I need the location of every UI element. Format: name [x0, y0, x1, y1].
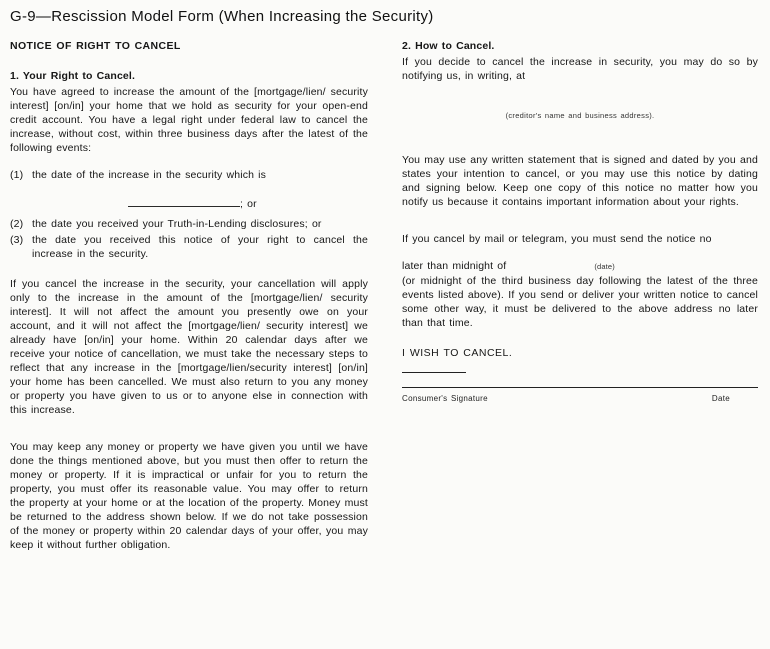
section-2-paragraph-3: If you cancel by mail or telegram, you must send the notice no — [402, 233, 712, 245]
date-label: Date — [711, 394, 730, 403]
section-1-paragraph-1: You have agreed to increase the amount of the [mortgage/lien/ security interest] [on/in] your home that we hold as security for your open-end credit account. You have a legal right under federal law to cancel the increase, without cost, within three business days after the latest of the following events: — [10, 86, 368, 154]
creditor-name-address-caption: (creditor's name and business address). — [505, 111, 655, 120]
section-1-title: 1. Your Right to Cancel. — [10, 70, 136, 82]
page-title: G-9—Rescission Model Form (When Increasing the Security) — [10, 8, 434, 25]
list-item-3-text: the date you received this notice of your right to cancel the increase in the security. — [32, 234, 368, 260]
list-item-2-number: (2) — [10, 218, 24, 230]
cancel-short-rule — [402, 372, 466, 373]
list-item-3-number: (3) — [10, 234, 24, 246]
consumer-signature-label: Consumer's Signature — [402, 394, 488, 403]
list-item-1-text: the date of the increase in the security which is — [32, 169, 267, 181]
two-column-layout — [10, 39, 760, 565]
section-2-title: 2. How to Cancel. — [402, 40, 495, 52]
section-1-paragraph-2: If you cancel the increase in the security, your cancellation will apply only to the increase in the amount of the [mortgage/lien/ security interest]. It will not affect the amount you presently owe on your account, and it will not affect the [mortgage/lien/ security interest] we already have [on/in] your home. Within 20 calendar days after we receive your notice of cancellation, we must take the necessary steps to reflect that any increase in the [mortgage/lien/security interest] [on/in] your home has been cancelled. We must also return to you any money or property you have given to us or to anyone else in connection with this increase. — [10, 278, 368, 416]
list-item-2-text: the date you received your Truth-in-Lending disclosures; or — [32, 218, 322, 230]
increase-date-blank-row — [128, 196, 368, 211]
midnight-date-row — [402, 259, 758, 274]
date-caption: (date) — [594, 262, 615, 271]
list-item-1 — [10, 168, 368, 182]
left-column — [10, 39, 368, 565]
right-column — [402, 39, 758, 565]
notice-heading: NOTICE OF RIGHT TO CANCEL — [10, 40, 181, 52]
list-item-3 — [10, 233, 368, 261]
signature-line[interactable] — [402, 387, 758, 388]
i-wish-to-cancel-text: I WISH TO CANCEL. — [402, 347, 513, 359]
blank-suffix-text: ; or — [240, 198, 257, 210]
section-2-paragraph-2: You may use any written statement that is signed and dated by you and states your intention to cancel, or you may use this notice by dating and signing below. Keep one copy of this notice no matter how you notify us because it contains important information about your rights. — [402, 154, 758, 208]
list-item-1-number: (1) — [10, 169, 24, 181]
signature-labels-row — [402, 392, 758, 406]
list-item-2 — [10, 217, 368, 231]
increase-date-blank-field[interactable] — [128, 196, 240, 207]
section-1-paragraph-3: You may keep any money or property we have given you until we have done the things mentioned above, but you must then offer to return the money or property. If it is impractical or unfair for you to return the property, you must offer its reasonable value. You may offer to return the property at your home or at the location of the property. Money must be returned to the address shown below. If we do not take possession of the money or property within 20 calendar days of your offer, you may keep it without further obligation. — [10, 441, 368, 551]
section-2-paragraph-1: If you decide to cancel the increase in security, you may do so by notifying us, in writing, at — [402, 56, 758, 82]
section-2-paragraph-4: (or midnight of the third business day following the latest of the three events listed above). If you send or deliver your written notice to cancel some other way, it must be delivered to the above address no later than that time. — [402, 275, 758, 329]
midnight-prefix-text: later than midnight of — [402, 260, 507, 272]
